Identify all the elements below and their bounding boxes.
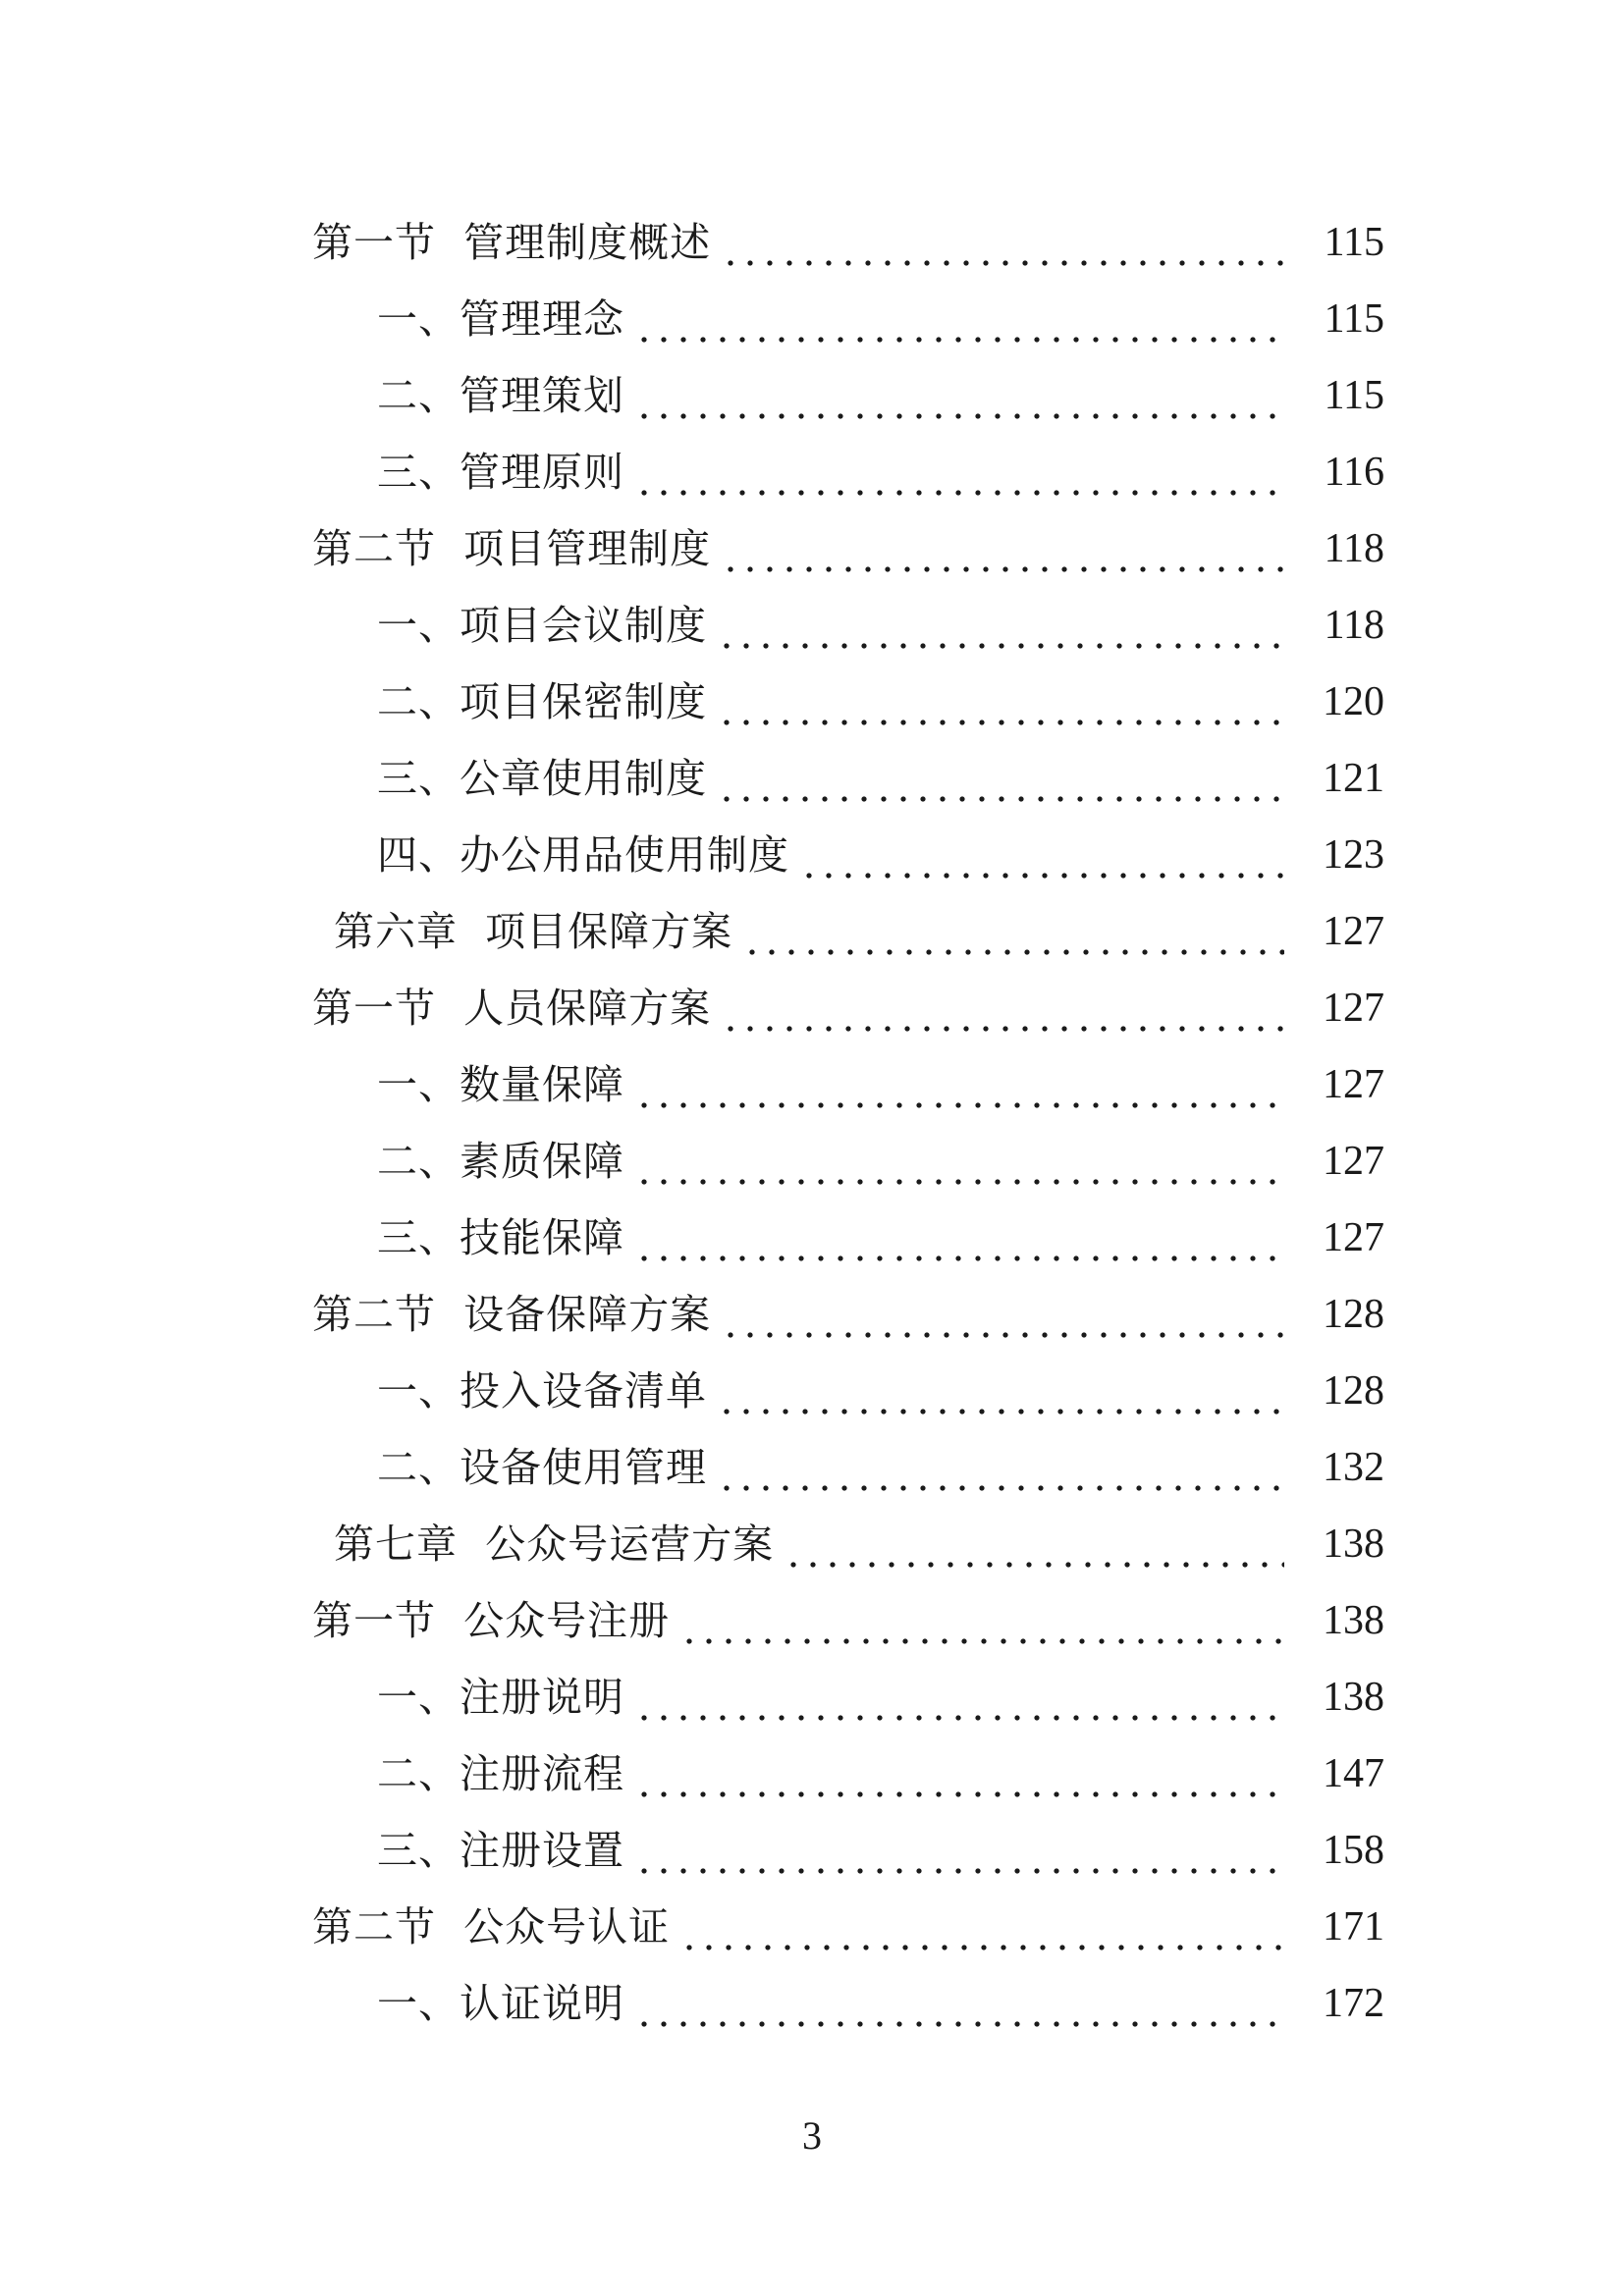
toc-entry-label: 二、注册流程: [377, 1749, 624, 1797]
toc-entry-page: 138: [1323, 1598, 1384, 1643]
toc-entry-label: 二、素质保障: [377, 1137, 624, 1185]
toc-entry-label: 第六章 项目保障方案: [334, 907, 733, 955]
toc-entry-label: 第二节 项目管理制度: [312, 524, 712, 572]
toc-entry[interactable]: [0, 1735, 1624, 1812]
toc-dot-leader: [721, 1305, 1284, 1345]
toc-entry-label: 二、项目保密制度: [377, 677, 707, 725]
toc-entry-page: 128: [1323, 1292, 1384, 1337]
toc-dot-leader: [634, 309, 1284, 349]
toc-entry[interactable]: [0, 510, 1624, 587]
toc-entry-label: 第一节 管理制度概述: [312, 218, 712, 266]
toc-entry[interactable]: [0, 664, 1624, 740]
toc-dot-leader: [717, 769, 1284, 809]
toc-entry[interactable]: [0, 1889, 1624, 1965]
toc-entry-page: 118: [1324, 526, 1384, 571]
toc-entry[interactable]: [0, 1046, 1624, 1123]
toc-dot-leader: [634, 1687, 1284, 1728]
toc-entry[interactable]: [0, 434, 1624, 510]
toc-entry-page: 120: [1323, 679, 1384, 724]
toc-entry-label: 三、公章使用制度: [377, 754, 707, 802]
toc-dot-leader: [634, 462, 1284, 503]
toc-entry-page: 172: [1323, 1981, 1384, 2026]
toc-entry-page: 127: [1323, 1215, 1384, 1260]
toc-entry-label: 第二节 设备保障方案: [312, 1290, 712, 1338]
toc-entry[interactable]: [0, 1506, 1624, 1582]
toc-entry-page: 158: [1323, 1828, 1384, 1873]
toc-dot-leader: [679, 1917, 1284, 1957]
toc-entry-label: 一、管理理念: [377, 294, 624, 343]
toc-entry-page: 116: [1324, 450, 1384, 495]
toc-entry[interactable]: [0, 1965, 1624, 2042]
toc-dot-leader: [679, 1611, 1284, 1651]
toc-entry[interactable]: [0, 1353, 1624, 1429]
toc-dot-leader: [634, 1994, 1284, 2034]
toc-entry-label: 一、注册说明: [377, 1673, 624, 1721]
toc-entry-page: 121: [1323, 756, 1384, 801]
toc-entry[interactable]: [0, 1812, 1624, 1889]
toc-entry-page: 128: [1323, 1368, 1384, 1414]
toc-dot-leader: [784, 1534, 1284, 1575]
toc-entry-page: 138: [1323, 1675, 1384, 1720]
toc-entry[interactable]: [0, 1123, 1624, 1200]
toc-entry-page: 132: [1323, 1445, 1384, 1490]
toc-dot-leader: [799, 845, 1284, 885]
toc-entry[interactable]: [0, 1276, 1624, 1353]
toc-entry[interactable]: [0, 1429, 1624, 1506]
toc-dot-leader: [634, 1841, 1284, 1881]
toc-entry-label: 三、注册设置: [377, 1826, 624, 1874]
toc-entry-label: 二、管理策划: [377, 371, 624, 419]
toc-entry[interactable]: [0, 740, 1624, 817]
toc-entry-label: 三、管理原则: [377, 448, 624, 496]
toc-entry-page: 115: [1324, 373, 1384, 418]
toc-entry-page: 127: [1323, 1139, 1384, 1184]
toc-dot-leader: [721, 233, 1284, 273]
toc-entry[interactable]: [0, 817, 1624, 893]
toc-entry-page: 171: [1323, 1904, 1384, 1949]
toc-entry[interactable]: [0, 1200, 1624, 1276]
toc-entry-page: 118: [1324, 603, 1384, 648]
toc-entry-page: 123: [1323, 832, 1384, 878]
toc-dot-leader: [717, 1381, 1284, 1421]
toc-entry[interactable]: [0, 1659, 1624, 1735]
toc-dot-leader: [634, 1075, 1284, 1115]
toc-entry-page: 147: [1323, 1751, 1384, 1796]
toc-entry-page: 138: [1323, 1522, 1384, 1567]
toc-dot-leader: [721, 998, 1284, 1039]
toc-dot-leader: [634, 1764, 1284, 1804]
toc-entry-page: 115: [1324, 296, 1384, 342]
toc-entry-label: 第一节 人员保障方案: [312, 984, 712, 1032]
toc-entry[interactable]: [0, 587, 1624, 664]
toc-entry-label: 一、投入设备清单: [377, 1366, 707, 1415]
toc-entry[interactable]: [0, 1582, 1624, 1659]
toc-entry[interactable]: [0, 970, 1624, 1046]
toc-dot-leader: [717, 615, 1284, 656]
toc-dot-leader: [721, 539, 1284, 579]
toc-entry[interactable]: [0, 204, 1624, 281]
toc-entry[interactable]: [0, 893, 1624, 970]
toc-entry[interactable]: [0, 357, 1624, 434]
toc-entry-label: 一、认证说明: [377, 1979, 624, 2027]
toc-entry-label: 四、办公用品使用制度: [377, 830, 789, 879]
toc-dot-leader: [717, 692, 1284, 732]
toc-entry-page: 127: [1323, 1062, 1384, 1107]
toc-entry-label: 第一节 公众号注册: [312, 1596, 671, 1644]
toc-dot-leader: [634, 1228, 1284, 1268]
toc-entry-label: 一、数量保障: [377, 1060, 624, 1108]
toc-dot-leader: [742, 922, 1284, 962]
toc-dot-leader: [634, 386, 1284, 426]
toc-entry-label: 第二节 公众号认证: [312, 1902, 671, 1950]
toc-entry-label: 第七章 公众号运营方案: [334, 1520, 775, 1568]
toc-entry-label: 一、项目会议制度: [377, 601, 707, 649]
toc-entry-page: 127: [1323, 909, 1384, 954]
toc-dot-leader: [634, 1151, 1284, 1192]
toc-entry[interactable]: [0, 281, 1624, 357]
toc-entry-page: 115: [1324, 220, 1384, 265]
toc-dot-leader: [717, 1458, 1284, 1498]
page-number: 3: [802, 2113, 822, 2158]
toc-entry-page: 127: [1323, 986, 1384, 1031]
table-of-contents: [0, 204, 1624, 2042]
toc-entry-label: 三、技能保障: [377, 1213, 624, 1261]
toc-entry-label: 二、设备使用管理: [377, 1443, 707, 1491]
